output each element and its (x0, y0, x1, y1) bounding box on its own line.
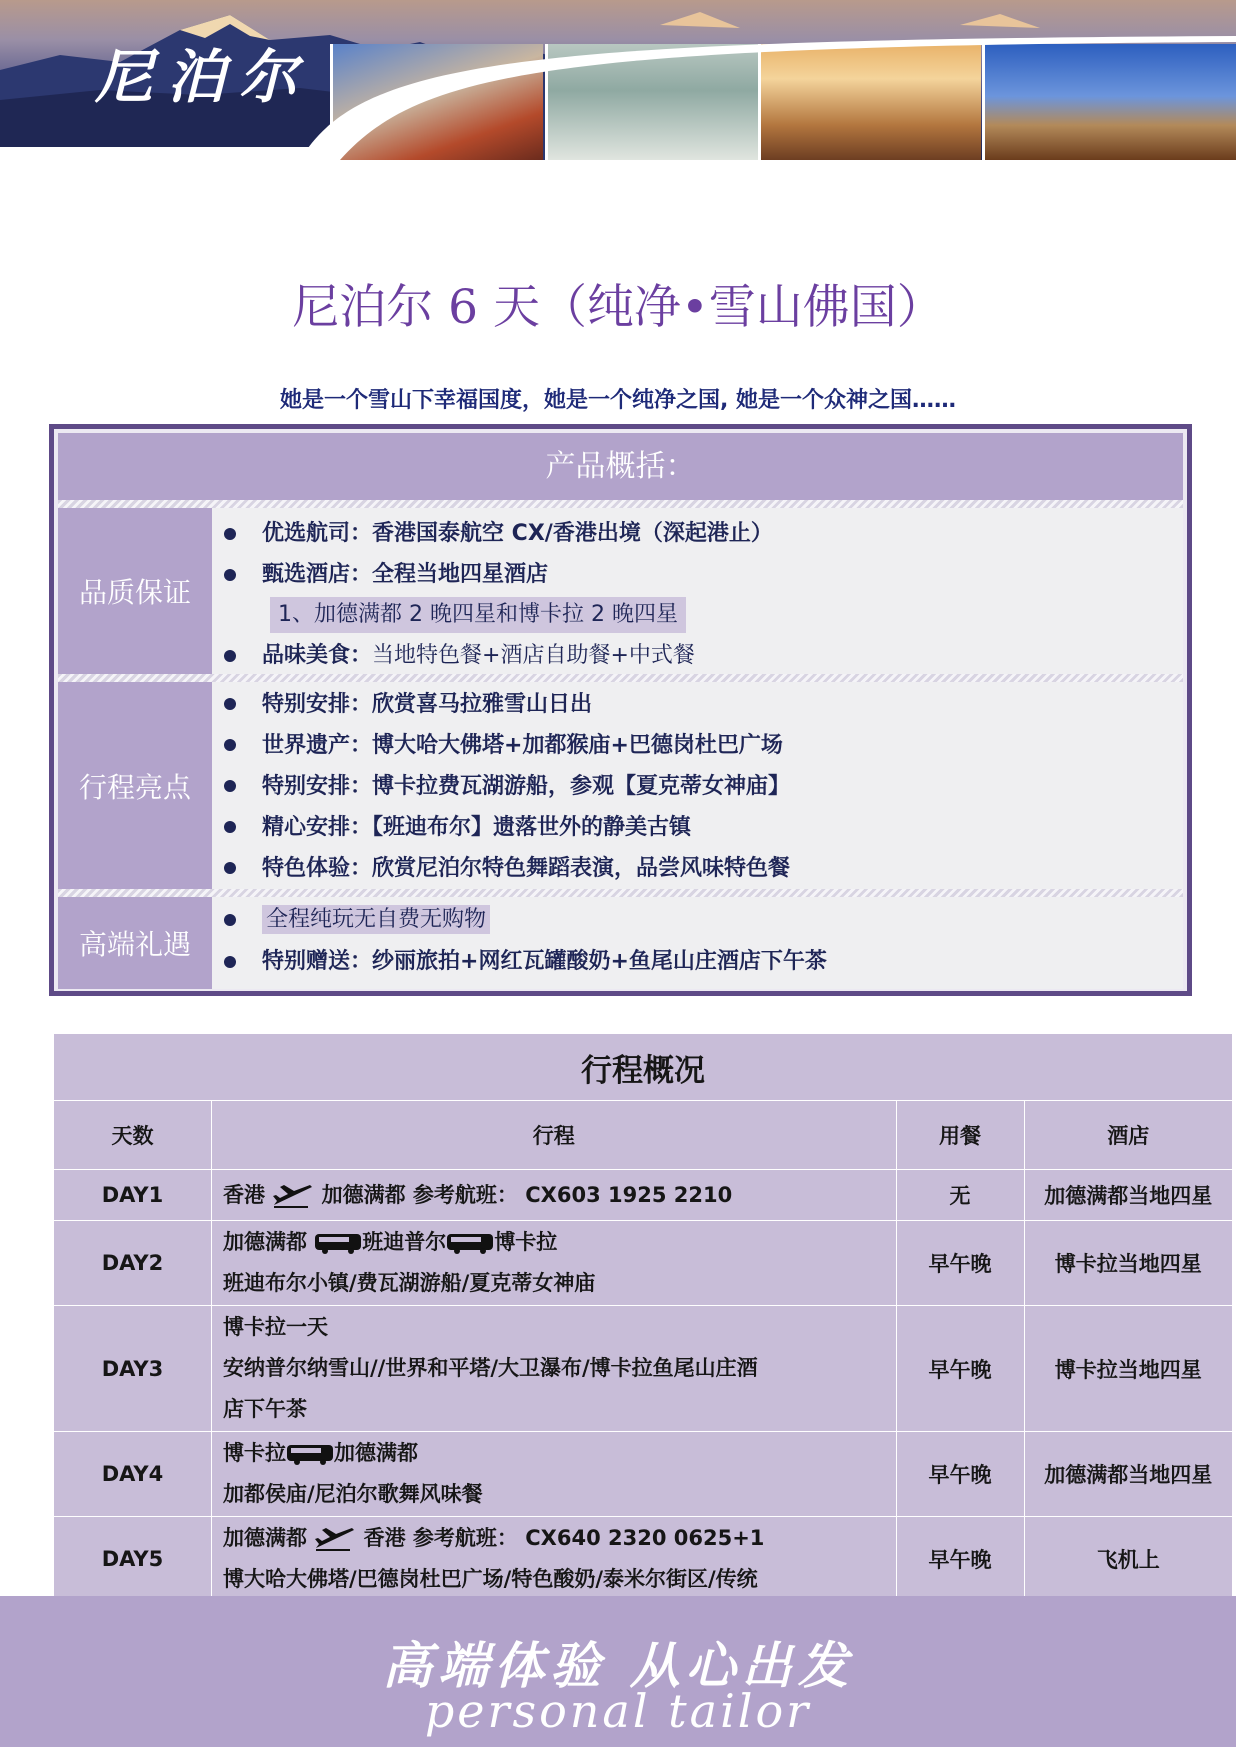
bullet-icon (224, 698, 236, 710)
day-cell: DAY5 (54, 1517, 212, 1602)
bullet-icon (224, 821, 236, 833)
hotel-cell: 博卡拉当地四星 (1024, 1221, 1233, 1306)
section-highlights (212, 682, 1183, 889)
subtitle: 她是一个雪山下幸福国度，她是一个纯净之国, 她是一个众神之国…… (279, 388, 957, 413)
table-header (54, 1101, 1233, 1170)
section-label-privileges: 高端礼遇 (58, 897, 212, 989)
plane-icon (314, 1526, 356, 1552)
meal-cell: 早午晚 (896, 1221, 1024, 1306)
hotel-cell: 博卡拉当地四星 (1024, 1306, 1233, 1432)
overview-heading: 产品概括： (58, 433, 1183, 500)
hotel-cell: 加德满都当地四星 (1024, 1170, 1233, 1221)
list-item: 甄选酒店：全程当地四星酒店 (212, 555, 1183, 595)
table-row (54, 1432, 1233, 1517)
banner-title: 尼泊尔 (95, 43, 312, 111)
header-meals: 用餐 (896, 1101, 1024, 1170)
table-row (54, 1306, 1233, 1432)
list-item: 品味美食：当地特色餐+酒店自助餐+中式餐 (212, 636, 1183, 676)
section-label-highlights: 行程亮点 (58, 682, 212, 889)
product-overview (49, 424, 1192, 996)
section-label-quality: 品质保证 (58, 508, 212, 674)
bullet-icon (224, 528, 236, 540)
header-day: 天数 (54, 1101, 212, 1170)
meal-cell: 早午晚 (896, 1306, 1024, 1432)
meal-cell: 早午晚 (896, 1517, 1024, 1602)
section-privileges (212, 897, 1183, 989)
route-cell: 加德满都 香港 参考航班： CX640 2320 0625+1 博大哈大佛塔/巴德岗杜巴广场/特色酸奶/泰米尔街区/传统 (212, 1517, 897, 1602)
day-cell: DAY2 (54, 1221, 212, 1306)
header-banner (0, 0, 1236, 160)
table-row (54, 1517, 1233, 1602)
footer-banner (0, 1596, 1236, 1747)
route-cell: 香港 加德满都 参考航班： CX603 1925 2210 (212, 1170, 897, 1221)
bullet-icon (224, 862, 236, 874)
header-route: 行程 (212, 1101, 897, 1170)
bullet-icon (224, 914, 236, 926)
divider (58, 674, 1183, 682)
list-item: 特别安排：欣赏喜马拉雅雪山日出 (212, 684, 1183, 725)
list-item: 全程纯玩无自费无购物 (212, 900, 1183, 940)
hotel-detail: 1、加德满都 2 晚四星和博卡拉 2 晚四星 (270, 597, 686, 633)
page-title: 尼泊尔 6 天（纯净•雪山佛国） (292, 280, 944, 335)
meal-cell: 早午晚 (896, 1432, 1024, 1517)
route-cell: 博卡拉一天 安纳普尔纳雪山//世界和平塔/大卫瀑布/博卡拉鱼尾山庄酒 店下午茶 (212, 1306, 897, 1432)
route-cell: 加德满都 班迪普尔 博卡拉 班迪布尔小镇/费瓦湖游船/夏克蒂女神庙 (212, 1221, 897, 1306)
hotel-cell: 加德满都当地四星 (1024, 1432, 1233, 1517)
day-cell: DAY1 (54, 1170, 212, 1221)
meal-cell: 无 (896, 1170, 1024, 1221)
hotel-cell: 飞机上 (1024, 1517, 1233, 1602)
slogan-english: personal tailor (424, 1684, 812, 1738)
day-cell: DAY4 (54, 1432, 212, 1517)
divider (58, 889, 1183, 897)
bus-icon (286, 1442, 334, 1466)
section-quality (212, 508, 1183, 674)
table-row (54, 1170, 1233, 1221)
bullet-icon (224, 780, 236, 792)
header-hotel: 酒店 (1024, 1101, 1233, 1170)
list-item: 世界遗产：博大哈大佛塔+加都猴庙+巴德岗杜巴广场 (212, 725, 1183, 766)
table-row (54, 1221, 1233, 1306)
itinerary-title: 行程概况 (54, 1034, 1233, 1101)
bullet-icon (224, 739, 236, 751)
bus-icon (314, 1231, 362, 1255)
list-item: 特色体验：欣赏尼泊尔特色舞蹈表演，品尝风味特色餐 (212, 848, 1183, 889)
plane-icon (272, 1183, 314, 1209)
bullet-icon (224, 956, 236, 968)
itinerary-table (53, 1033, 1233, 1596)
day-cell: DAY3 (54, 1306, 212, 1432)
list-item: 精心安排：【班迪布尔】遗落世外的静美古镇 (212, 807, 1183, 848)
bullet-icon (224, 569, 236, 581)
list-item: 特别安排：博卡拉费瓦湖游船，参观【夏克蒂女神庙】 (212, 766, 1183, 807)
divider (58, 500, 1183, 508)
bullet-icon (224, 650, 236, 662)
route-cell: 博卡拉 加德满都 加都侯庙/尼泊尔歌舞风味餐 (212, 1432, 897, 1517)
slogan: 高端体验 从心出发 (382, 1636, 854, 1695)
list-item: 优选航司：香港国泰航空 CX/香港出境（深起港止） (212, 514, 1183, 554)
list-item: 特别赠送：纱丽旅拍+网红瓦罐酸奶+鱼尾山庄酒店下午茶 (212, 942, 1183, 982)
bus-icon (446, 1231, 494, 1255)
